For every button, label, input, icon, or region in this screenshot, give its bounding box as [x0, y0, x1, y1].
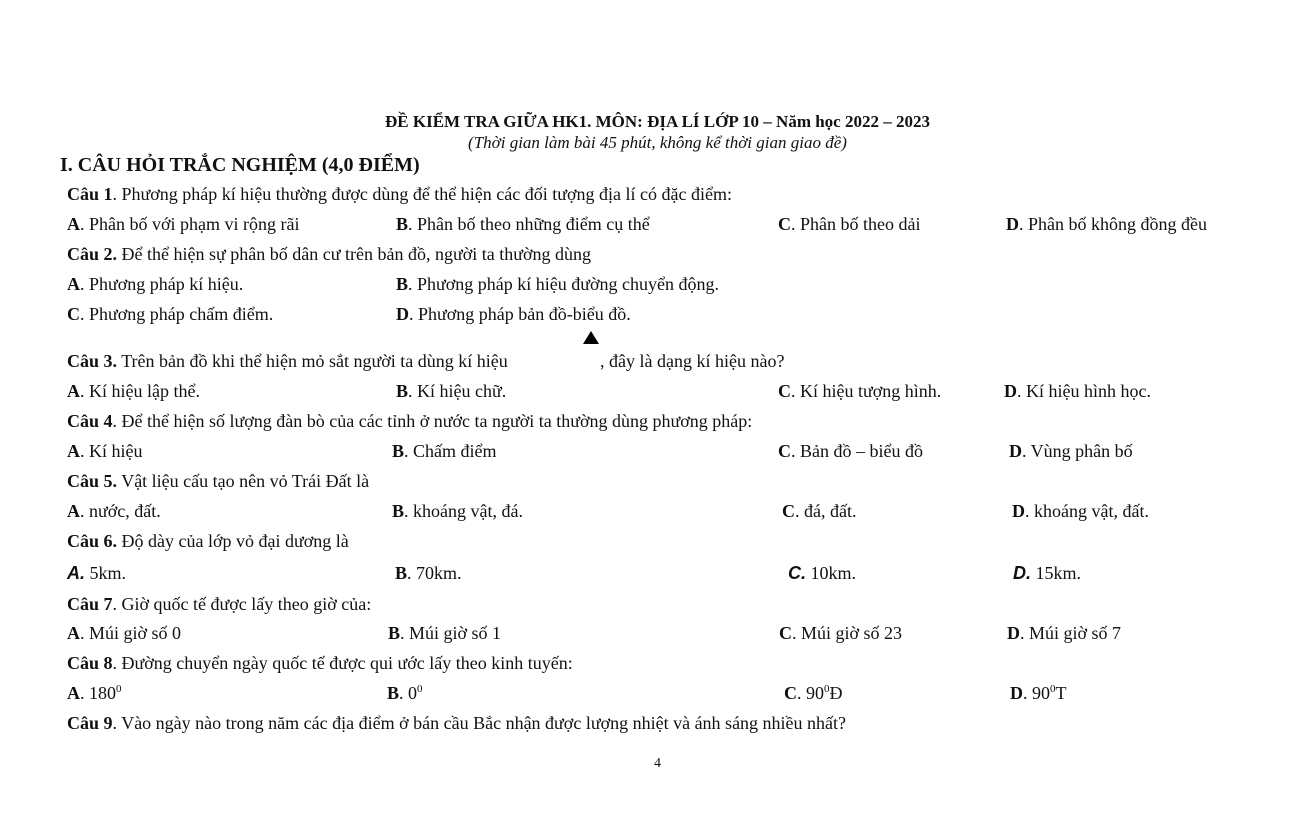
option-a: [67, 563, 126, 584]
question-5: [67, 471, 369, 492]
option-text: . Múi giờ số 0: [80, 623, 182, 643]
question-label: Câu 7: [67, 594, 113, 614]
option-letter: C: [782, 501, 795, 521]
option-letter: B: [387, 683, 400, 703]
option-a: [67, 501, 161, 522]
option-b: [387, 683, 423, 704]
option-letter: D: [1012, 501, 1025, 521]
option-text: . Múi giờ số 1: [400, 623, 502, 643]
option-letter: A: [67, 501, 80, 521]
option-letter: C: [67, 304, 80, 324]
option-text: . nước, đất.: [80, 501, 161, 521]
option-text: . Chấm điểm: [404, 441, 497, 461]
option-text: . đá, đất.: [795, 501, 857, 521]
option-a: [67, 381, 200, 402]
option-text: . Phân bố với phạm vi rộng rãi: [80, 214, 300, 234]
question-text: Trên bản đồ khi thể hiện mỏ sắt người ta dùng kí hiệu: [117, 351, 508, 371]
option-b: [388, 623, 501, 644]
question-6: [67, 531, 349, 552]
option-text: . 0: [399, 683, 418, 703]
question-label: Câu 9: [67, 713, 113, 733]
option-text: . Kí hiệu lập thể.: [80, 381, 200, 401]
option-b: [392, 441, 497, 462]
option-d: [396, 304, 631, 325]
question-9: [67, 713, 846, 734]
degree-mark: 0: [417, 683, 423, 695]
option-text: . 90: [1023, 683, 1050, 703]
option-a: [67, 214, 300, 235]
option-letter: D.: [1013, 563, 1031, 583]
option-b: [395, 563, 462, 584]
question-label: Câu 3.: [67, 351, 118, 371]
question-text: Độ dày của lớp vỏ đại dương là: [117, 531, 349, 551]
question-2: [67, 244, 591, 265]
option-letter: C.: [788, 563, 806, 583]
question-1: [67, 184, 732, 205]
option-text: . Kí hiệu: [80, 441, 143, 461]
option-a: [67, 623, 181, 644]
section-title: I. CÂU HỎI TRẮC NGHIỆM (4,0 ĐIỂM): [60, 154, 420, 176]
option-d: [1009, 441, 1133, 462]
option-text: . 90: [797, 683, 824, 703]
option-c: [779, 623, 902, 644]
option-text: . Phương pháp kí hiệu đường chuyển động.: [408, 274, 720, 294]
option-c: [67, 304, 273, 325]
option-text: . Vùng phân bố: [1022, 441, 1133, 461]
option-letter: B: [392, 501, 405, 521]
option-text: . Phân bố không đồng đều: [1019, 214, 1207, 234]
question-label: Câu 5.: [67, 471, 118, 491]
option-c: [784, 683, 843, 704]
option-text: 15km.: [1031, 563, 1082, 583]
question-label: Câu 4: [67, 411, 113, 431]
option-letter: D: [396, 304, 409, 324]
question-text: . Vào ngày nào trong năm các địa điểm ở bán cầu Bắc nhận được lượng nhiệt và ánh sáng nhiều nhất?: [112, 713, 847, 733]
question-3: [67, 351, 508, 372]
option-a: [67, 274, 243, 295]
option-letter: B: [388, 623, 401, 643]
direction-suffix: Đ: [829, 683, 843, 703]
option-text: . 180: [80, 683, 116, 703]
option-c: [778, 441, 923, 462]
question-text: . Để thể hiện số lượng đàn bò của các tỉnh ở nước ta người ta thường dùng phương pháp:: [112, 411, 753, 431]
option-letter: A: [67, 381, 80, 401]
iron-mine-triangle-icon: [583, 331, 599, 344]
exam-title: ĐỀ KIỂM TRA GIỮA HK1. MÔN: ĐỊA LÍ LỚP 10 – Năm học 2022 – 2023: [385, 112, 930, 131]
option-letter: C: [778, 214, 791, 234]
option-letter: A: [67, 623, 80, 643]
option-letter: B: [395, 563, 408, 583]
question-text: . Giờ quốc tế được lấy theo giờ của:: [112, 594, 372, 614]
option-letter: B: [396, 274, 409, 294]
option-letter: B: [392, 441, 405, 461]
option-letter: A: [67, 441, 80, 461]
question-text: . Phương pháp kí hiệu thường được dùng để thể hiện các đối tượng địa lí có đặc điểm:: [112, 184, 732, 204]
option-text: . Kí hiệu chữ.: [408, 381, 507, 401]
option-text: . Múi giờ số 23: [792, 623, 903, 643]
option-d: [1010, 683, 1067, 704]
question-8: [67, 653, 573, 674]
option-letter: D: [1009, 441, 1022, 461]
option-letter: A: [67, 683, 80, 703]
option-d: [1004, 381, 1151, 402]
question-3-continuation: , đây là dạng kí hiệu nào?: [600, 351, 785, 371]
question-label: Câu 2.: [67, 244, 118, 264]
option-b: [396, 381, 506, 402]
option-letter: C: [778, 381, 791, 401]
option-letter: D: [1007, 623, 1020, 643]
option-d: [1012, 501, 1149, 522]
degree-mark: 0: [1050, 683, 1056, 695]
option-text: . Kí hiệu tượng hình.: [791, 381, 942, 401]
option-letter: A.: [67, 563, 85, 583]
option-text: . khoáng vật, đất.: [1025, 501, 1149, 521]
question-label: Câu 6.: [67, 531, 118, 551]
option-letter: B: [396, 381, 409, 401]
option-b: [396, 214, 650, 235]
question-text: Để thể hiện sự phân bố dân cư trên bản đồ, người ta thường dùng: [117, 244, 591, 264]
direction-suffix: T: [1055, 683, 1067, 703]
option-text: . Kí hiệu hình học.: [1017, 381, 1151, 401]
option-c: [778, 214, 920, 235]
option-text: . Phương pháp kí hiệu.: [80, 274, 244, 294]
option-b: [392, 501, 523, 522]
option-text: . Phương pháp chấm điểm.: [80, 304, 274, 324]
option-text: . Phân bố theo những điểm cụ thể: [408, 214, 650, 234]
question-4: [67, 411, 752, 432]
page-number: 4: [654, 756, 661, 771]
option-c: [778, 381, 941, 402]
question-label: Câu 8: [67, 653, 113, 673]
option-letter: D: [1004, 381, 1017, 401]
option-text: . Bản đồ – biểu đồ: [791, 441, 923, 461]
option-a: [67, 683, 122, 704]
option-text: 5km.: [85, 563, 127, 583]
degree-mark: 0: [116, 683, 122, 695]
option-letter: C: [778, 441, 791, 461]
option-d: [1006, 214, 1207, 235]
option-text: . Múi giờ số 7: [1020, 623, 1122, 643]
degree-mark: 0: [824, 683, 830, 695]
option-b: [396, 274, 719, 295]
option-letter: A: [67, 214, 80, 234]
option-letter: D: [1010, 683, 1023, 703]
question-text: Vật liệu cấu tạo nên vỏ Trái Đất là: [117, 471, 370, 491]
option-letter: B: [396, 214, 409, 234]
option-text: . Phương pháp bản đồ-biểu đồ.: [409, 304, 631, 324]
question-7: [67, 594, 371, 615]
option-text: 10km.: [806, 563, 857, 583]
option-c: [782, 501, 856, 522]
option-text: . Phân bố theo dải: [791, 214, 921, 234]
option-d: [1007, 623, 1121, 644]
option-text: . 70km.: [407, 563, 462, 583]
option-text: . khoáng vật, đá.: [404, 501, 523, 521]
question-label: Câu 1: [67, 184, 113, 204]
option-letter: A: [67, 274, 80, 294]
question-text: . Đường chuyển ngày quốc tế được qui ước lấy theo kinh tuyến:: [112, 653, 573, 673]
exam-subtitle: (Thời gian làm bài 45 phút, không kể thời gian giao đề): [468, 133, 847, 152]
option-c: [788, 563, 856, 584]
option-letter: C: [784, 683, 797, 703]
option-a: [67, 441, 143, 462]
option-d: [1013, 563, 1081, 584]
option-letter: C: [779, 623, 792, 643]
option-letter: D: [1006, 214, 1019, 234]
